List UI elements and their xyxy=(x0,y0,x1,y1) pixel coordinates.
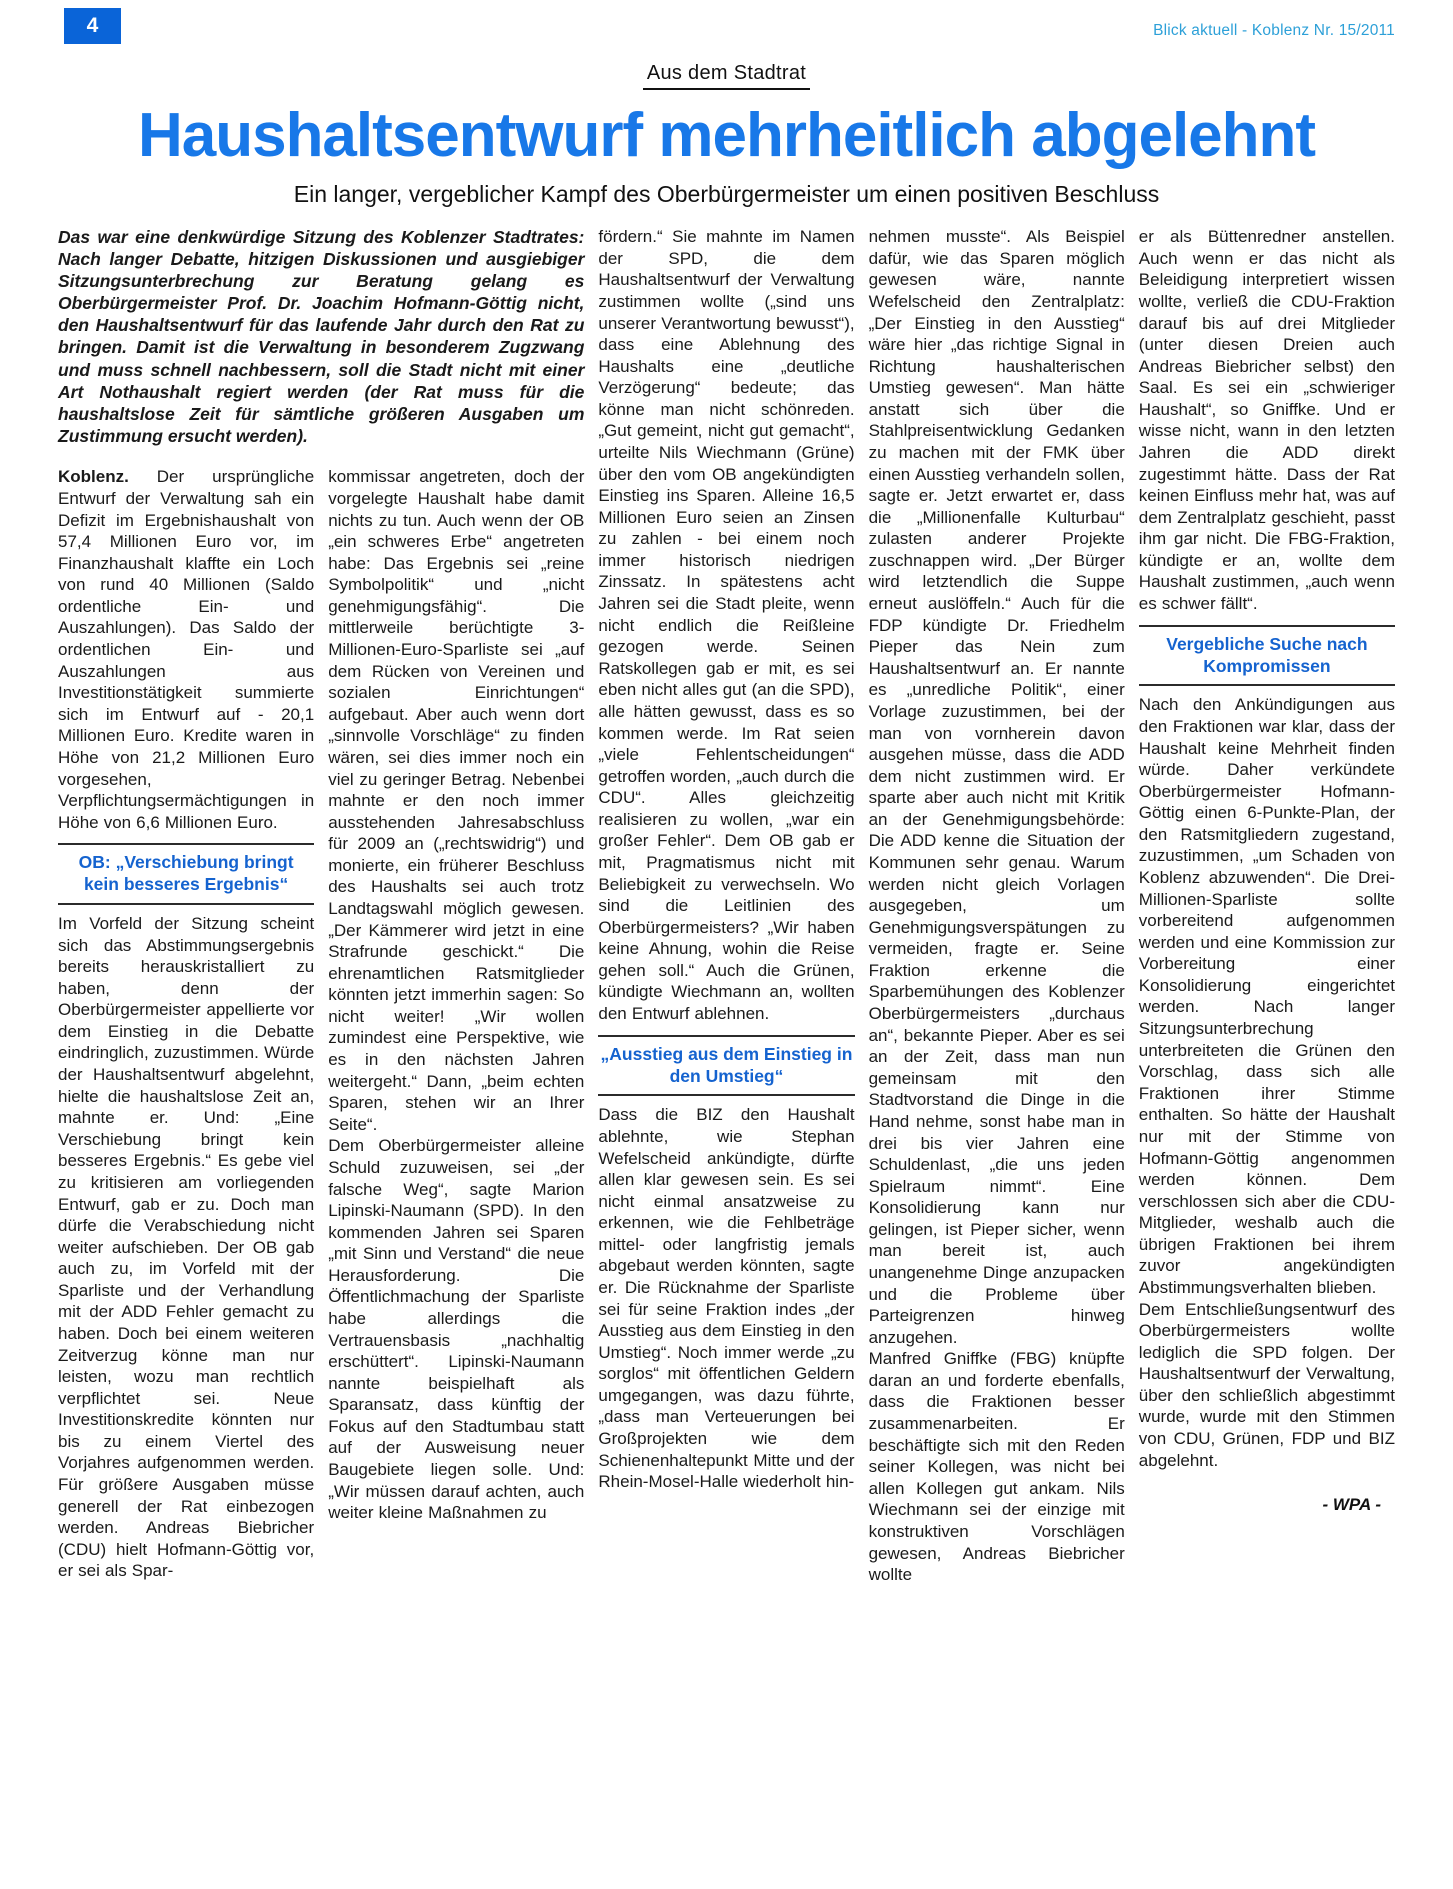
text-column-5 xyxy=(1139,226,1395,1515)
body-paragraph: Im Vorfeld der Sitzung scheint sich das Abstimmungsergebnis bereits herauskristalliert zu haben, denn der Oberbürgermeister appellierte vor dem Einstieg in die Debatte eindringlich, zuzustimmen. Würde der Haushaltsentwurf abgelehnt, hielte die haushaltslose Zeit an, mahnte er. Und: „Eine Verschiebung bringt kein besseres Ergebnis.“ Es gebe viel zu kritisieren am vorliegenden Entwurf, gab er zu. Doch man dürfe die Verabschiedung nicht weiter aufschieben. Der OB gab auch zu, im Vorfeld mit der Sparliste und der Verhandlung mit der ADD Fehler gemacht zu haben. Doch bei einem weiteren Zeitverzug könne man nur leisten, wozu man rechtlich verpflichtet sei. Neue Investitionskredite könnten nur bis zu einem Viertel des Vorjahres aufgenommen werden. Für größere Ausgaben müsse generell der Rat einbezogen werden. Andreas Biebricher (CDU) hielt Hofmann-Göttig vor, er sei als Spar- xyxy=(58,914,315,1581)
author-byline: - WPA - xyxy=(1322,1495,1381,1515)
body-paragraph: Dass die BIZ den Haushalt ablehnte, wie Stephan Wefelscheid ankündigte, dürfte allen klar gewesen sein. Es sei nicht einmal ansatzweise zu erkennen, wie die Fehlbeträge mittel- oder langfristig jemals abgebaut werden könnten, sagte er. Die Rücknahme der Sparliste sei für seine Fraktion indes „der Ausstieg aus dem Einstieg in den Umstieg“. Noch immer werde „zu sorglos“ mit öffentlichen Geldern umgegangen, was dazu führte, „dass man Verteuerungen bei Großprojekten wie dem Schienenhaltepunkt Mitte und der Rhein-Mosel-Halle wiederholt hin- xyxy=(598,1105,855,1492)
headline: Haushaltsentwurf mehrheitlich abgelehnt xyxy=(137,101,1316,170)
text-column-3 xyxy=(598,226,854,1493)
body-paragraph: Dem Entschließungsentwurf des Oberbürgermeisters wollte lediglich die SPD folgen. Der Haushaltsentwurf der Verwaltung, über den schließlich abgestimmt wurde, wurde mit den Stimmen von CDU, Grünen, FDP und BIZ abgelehnt. xyxy=(1138,1299,1395,1470)
body-paragraph: Manfred Gniffke (FBG) knüpfte daran an und forderte ebenfalls, dass die Fraktionen besser zusammenarbeiten. Er beschäftigte sich mit den Reden seiner Kollegen, was nicht bei allen Kollegen gut ankam. Nils Wiechmann sei der einzige mit konstruktiven Vorschlägen gewesen, Andreas Biebricher wollte xyxy=(868,1349,1125,1585)
body-paragraph: Koblenz. Der ursprüngliche Entwurf der Verwaltung sah ein Defizit im Ergebnishaushalt von 57,4 Millionen Euro vor, im Finanzhaushalt klaffte ein Loch von rund 40 Millionen (Saldo ordentliche Ein- und Auszahlungen). Das Saldo der ordentlichen Ein- und Auszahlungen aus Investitionstätigkeit summierte sich im Entwurf auf - 20,1 Millionen Euro. Kredite waren in Höhe von 21,2 Millionen Euro vorgesehen, Verpflichtungsermächtigungen in Höhe von 6,6 Millionen Euro. xyxy=(58,467,315,832)
kicker: Aus dem Stadtrat xyxy=(643,62,810,90)
body-paragraph: fördern.“ Sie mahnte im Namen der SPD, die dem Haushaltsentwurf der Verwaltung zustimmen wollte („sind uns unserer Verantwortung bewusst“), dass eine Ablehnung des Haushalts eine „deutliche Verzögerung“ bedeute; das könne man nicht schönreden. „Gut gemeint, nicht gut gemacht“, urteilte Nils Wiechmann (Grüne) über den vom OB angekündigten Einstieg ins Sparen. Alleine 16,5 Millionen Euro seien an Zinsen zu zahlen - bei einem noch immer historisch niedrigen Zinssatz. In spätestens acht Jahren sei die Stadt pleite, wenn nicht endlich die Reißleine gezogen werde. Seinen Ratskollegen gab er mit, es sei eben nicht alles gut (an die SPD), alle hätten gewusst, dass es so kommen werde. Im Rat seien „viele Fehlentscheidungen“ getroffen worden, „auch durch die CDU“. Alles gleichzeitig realisieren zu wollen, „war ein großer Fehler“. Dem OB gab er mit, Pragmatismus nicht mit Beliebigkeit zu verwechseln. Wo sind die Leitlinien des Oberbürgermeisters? „Wir haben keine Ahnung, wohin die Reise gehen soll.“ Auch die Grünen, kündigte Wiechmann an, wollten den Entwurf ablehnen. xyxy=(598,227,855,1024)
subtitle: Ein langer, vergeblicher Kampf des Oberbürgermeister um einen positiven Beschluss xyxy=(293,181,1160,208)
section-subhead: Vergebliche Suche nach Kompromissen xyxy=(1139,625,1395,687)
dateline: Koblenz. xyxy=(58,467,157,487)
body-paragraph: kommissar angetreten, doch der vorgelegte Haushalt habe damit nichts zu tun. Auch wenn der OB „ein schweres Erbe“ angetreten habe: Das Ergebnis sei „reine Symbolpolitik“ und „nicht genehmigungsfähig“. Die mittlerweile berüchtigte 3-Millionen-Euro-Sparliste sei „auf dem Rücken von Vereinen und sozialen Einrichtungen“ aufgebaut. Aber auch wenn dort „sinnvolle Vorschläge“ zu finden wären, sei dies immer noch ein viel zu geringer Betrag. Nebenbei mahnte er den noch immer ausstehenden Jahresabschluss für 2009 an („rechtswidrig“) und monierte, ein früherer Beschluss des Haushalts sei auch trotz Landtagswahl möglich gewesen. „Der Kämmerer wird jetzt in eine Strafrunde geschickt.“ Die ehrenamtlichen Ratsmitglieder könnten jetzt immerhin sagen: So nicht weiter! „Wir wollen zumindest eine Perspektive, wie es in den nächsten Jahren weitergeht.“ Dann, „beim echten Sparen, stehen wir an Ihrer Seite“. xyxy=(328,467,585,1134)
body-paragraph: Dem Oberbürgermeister alleine Schuld zuzuweisen, sei „der falsche Weg“, sagte Marion Lipinski-Naumann (SPD). In den kommenden Jahren sei Sparen „mit Sinn und Verstand“ die neue Herausforderung. Die Öffentlichmachung der Sparliste habe allerdings die Vertrauensbasis „nachhaltig erschüttert“. Lipinski-Naumann nannte beispielhaft als Sparansatz, dass künftig der Fokus auf den Stadtumbau statt auf der Ausweisung neuer Baugebiete liegen solle. Und: „Wir müssen darauf achten, auch weiter kleine Maßnahmen zu xyxy=(328,1136,585,1523)
body-paragraph: Nach den Ankündigungen aus den Fraktionen war klar, dass der Haushalt keine Mehrheit finden würde. Daher verkündete Oberbürgermeister Hofmann-Göttig einen 6-Punkte-Plan, der den Ratsmitgliedern zugestand, zuzustimmen, „um Schaden von Koblenz abzuwenden“. Die Drei-Millionen-Sparliste sollte vorbereitend aufgenommen werden und eine Kommission zur Vorbereitung einer Konsolidierung eingerichtet werden. Nach langer Sitzungsunterbrechung unterbreiteten die Grünen den Vorschlag, dass sich alle Fraktionen ihrer Stimme enthalten. So hätte der Haushalt nur mit der Stimme von Hofmann-Göttig angenommen werden können. Dem verschlossen sich aber die CDU-Mitglieder, weshalb auch die übrigen Fraktionen bei ihrem zuvor angekündigten Abstimmungsverhalten blieben. xyxy=(1138,695,1395,1297)
page-header xyxy=(0,0,1453,48)
article-body xyxy=(58,226,1395,1585)
masthead: Blick aktuell - Koblenz Nr. 15/2011 xyxy=(1153,22,1395,39)
body-paragraph: nehmen musste“. Als Beispiel dafür, wie das Sparen möglich gewesen wäre, nannte Wefelscheid den Zentralplatz: „Der Einstieg in den Ausstieg“ wäre hier „das richtige Signal in Richtung haushalterischen Umstieg gewesen“. Man hätte anstatt sich über die Stahlpreisentwicklung Gedanken zu machen mit der FMK über einen Ausstieg verhandeln sollen, sagte er. Jetzt erwartet er, dass die „Millionenfalle Kulturbau“ zulasten anderer Projekte zuschnappen wird. „Der Bürger wird letztendlich die Suppe erneut auslöffeln.“ Auch für die FDP kündigte Dr. Friedhelm Pieper das Nein zum Haushaltsentwurf an. Er nannte es „unredliche Politik“, einer Vorlage zuzustimmen, bei der man von vornherein davon ausgehen müsse, dass die ADD dem nicht zustimmen wird. Er sparte aber auch nicht mit Kritik an der Genehmigungsbehörde: Die ADD kenne die Situation der Kommunen sehr genau. Warum werden nicht gleich Vorlagen ausgegeben, um Genehmigungsverspätungen zu vermeiden, fragte er. Seine Fraktion erkenne die Sparbemühungen des Koblenzer Oberbürgermeisters „durchaus an“, bekannte Pieper. Aber es sei an der Zeit, dass man nun gemeinsam mit den Stadtvorstand die Dinge in die Hand nehme, sonst habe man in drei bis vier Jahren eine Schuldenlast, „die uns jeden Spielraum nimmt“. Eine Konsolidierung kann nur gelingen, ist Pieper sicher, wenn man bereit ist, auch unangenehme Dinge anzupacken und die Probleme über Parteigrenzen hinweg anzugehen. xyxy=(868,227,1125,1347)
text-column-4 xyxy=(869,226,1125,1585)
body-paragraph: er als Büttenredner anstellen. Auch wenn er das nicht als Beleidigung interpretiert wissen wollte, verließ die CDU-Fraktion darauf bis auf drei Mitglieder (unter diesen Dreien auch Andreas Biebricher selbst) den Saal. Es sei ein „schwieriger Haushalt“, so Gniffke. Und er wisse nicht, wann in den letzten Jahren die ADD direkt zugestimmt hätte. Dass der Rat keinen Einfluss mehr hat, was auf dem Zentralplatz geschieht, passt ihm gar nicht. Die FBG-Fraktion, kündigte er an, wollte dem Haushalt zustimmen, „auch wenn es schwer fällt“. xyxy=(1138,227,1395,614)
text-column-2 xyxy=(328,466,584,1523)
lead-paragraph: Das war eine denkwürdige Sitzung des Koblenzer Stadtrates: Nach langer Debatte, hitzigen Diskussionen und ausgiebiger Sitzungsunterbrechung zur Beratung gelang es Oberbürgermeister Prof. Dr. Joachim Hofmann-Göttig nicht, den Haushaltsentwurf für das laufende Jahr durch den Rat zu bringen. Damit ist die Verwaltung in besonderem Zugzwang und muss schnell nachbessern, soll die Stadt nicht mit einer Art Nothaushalt regiert werden (der Rat muss für die haushaltslose Zeit für sämtliche größeren Ausgaben um Zustimmung ersucht werden). xyxy=(58,227,585,446)
article-head xyxy=(0,62,1453,208)
page-number: 4 xyxy=(86,14,99,37)
text-column-1 xyxy=(58,466,314,1582)
page-number-badge xyxy=(64,8,121,44)
section-subhead: „Ausstieg aus dem Einstieg in den Umstieg“ xyxy=(598,1035,854,1097)
section-subhead: OB: „Verschiebung bringt kein besseres Ergebnis“ xyxy=(58,843,314,905)
